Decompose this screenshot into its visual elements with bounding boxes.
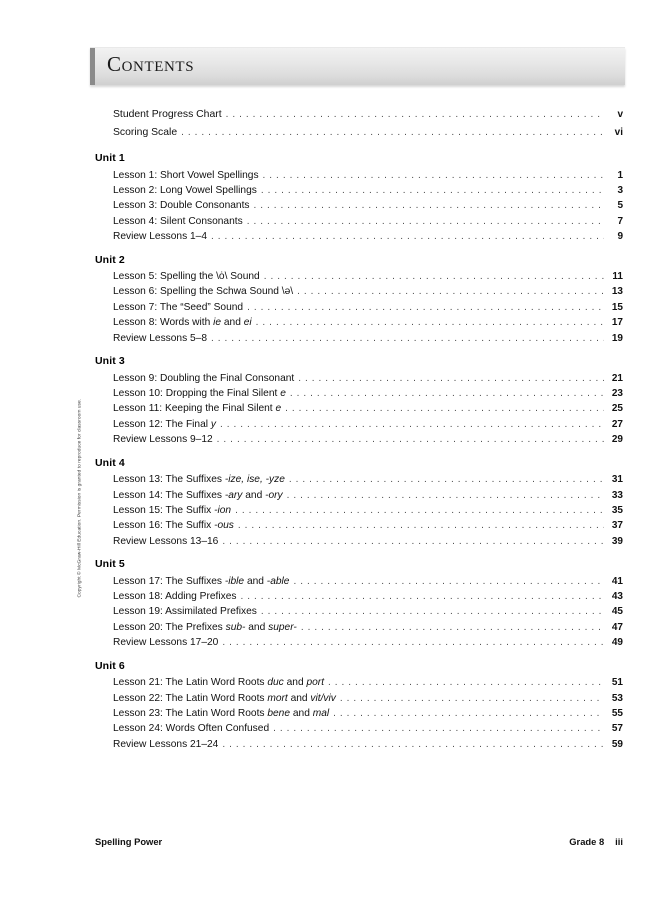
lesson-entry[interactable] [113,417,623,432]
lesson-list [95,574,623,651]
lesson-entry[interactable] [113,721,623,736]
toc-entry-label: Lesson 6: Spelling the Schwa Sound \ə\ [113,286,294,298]
toc-entry-label: Lesson 4: Silent Consonants [113,215,243,227]
lesson-entry[interactable] [113,168,623,183]
toc-page-number: 57 [611,723,623,735]
toc-page-number: 25 [611,403,623,415]
toc-page-number: 31 [611,474,623,486]
dot-leader [285,406,604,417]
toc-entry-label: Lesson 11: Keeping the Final Silent e [113,403,282,415]
toc-page-number: 35 [611,504,623,516]
toc-page-number: vi [614,127,623,138]
toc-entry-label: Lesson 12: The Final y [113,418,216,430]
toc-page-number: 27 [611,418,623,430]
dot-leader [220,421,604,432]
toc-entry-label: Lesson 10: Dropping the Final Silent e [113,387,286,399]
dot-leader [211,234,604,245]
lesson-list [95,168,623,245]
toc-page-number: 7 [617,215,623,227]
unit-heading: Unit 2 [95,253,125,266]
page-footer [95,836,623,847]
dot-leader [297,289,604,300]
lesson-list [95,269,623,346]
lesson-entry[interactable] [113,284,623,299]
toc-page-number: 33 [611,489,623,501]
dot-leader [293,578,604,589]
dot-leader [340,695,604,706]
toc-entry-label: Lesson 5: Spelling the \ȯ\ Sound [113,271,260,283]
toc-entry-label: Lesson 19: Assimilated Prefixes [113,606,257,618]
dot-leader [264,273,604,284]
dot-leader [301,624,604,635]
dot-leader [289,477,604,488]
dot-leader [254,203,605,214]
toc-page-number: 17 [611,317,623,329]
toc-entry-label: Lesson 15: The Suffix -ion [113,504,232,516]
lesson-entry[interactable] [113,198,623,213]
dot-leader [247,304,604,315]
toc-entry-label: Lesson 20: The Prefixes sub- and super- [113,621,297,633]
lesson-entry[interactable] [113,472,623,487]
lesson-entry[interactable] [113,574,623,589]
lesson-entry[interactable] [113,635,623,650]
toc-page-number: 5 [617,200,623,212]
lesson-list [95,472,623,549]
dot-leader [261,609,604,620]
toc-page-number: v [617,109,623,120]
toc-page-number: 29 [611,434,623,446]
toc-entry-label: Lesson 22: The Latin Word Roots mort and vit/viv [113,692,336,704]
dot-leader [181,131,604,142]
toc-page-number: 45 [611,606,623,618]
dot-leader [263,172,604,183]
toc-page-number: 1 [617,169,623,181]
toc-entry-label: Lesson 21: The Latin Word Roots duc and port [113,677,325,689]
unit-section [95,558,623,651]
lesson-entry[interactable] [113,620,623,635]
dot-leader [273,726,604,737]
lesson-entry[interactable] [113,386,623,401]
lesson-entry[interactable] [113,214,623,229]
toc-page-number: 13 [611,286,623,298]
dot-leader [287,492,604,503]
toc-page-number: 41 [611,575,623,587]
toc-entry-label: Review Lessons 1–4 [113,231,208,243]
toc-page-number: 19 [611,332,623,344]
lesson-entry[interactable] [113,691,623,706]
units-list [95,152,623,761]
toc-page-number: 23 [611,387,623,399]
footer-book-title: Spelling Power [95,836,163,847]
toc-page-number: 49 [611,637,623,649]
frontmatter-entry[interactable] [113,106,623,124]
unit-section [95,152,623,245]
toc-entry-label: Review Lessons 13–16 [113,535,219,547]
unit-heading: Unit 1 [95,152,125,164]
dot-leader [290,390,604,401]
dot-leader [261,187,604,198]
toc-page-number: 15 [611,301,623,313]
dot-leader [222,538,604,549]
toc-entry-label: Lesson 3: Double Consonants [113,200,250,212]
dot-leader [238,523,604,534]
footer-grade: Grade 8 [569,836,605,847]
unit-heading: Unit 6 [95,659,125,672]
lesson-entry[interactable] [113,401,623,416]
toc-entry-label: Lesson 23: The Latin Word Roots bene and mal [113,707,330,719]
toc-page-number: 3 [617,184,623,196]
lesson-list [95,675,623,752]
dot-leader [222,741,604,752]
toc-entry-label: Lesson 17: The Suffixes -ible and -able [113,575,290,587]
lesson-entry[interactable] [113,488,623,503]
lesson-entry[interactable] [113,518,623,533]
lesson-entry[interactable] [113,589,623,604]
dot-leader [222,640,604,651]
dot-leader [256,320,604,331]
unit-section [95,660,623,753]
toc-entry-label: Review Lessons 21–24 [113,738,219,750]
toc-page-number: 37 [611,520,623,532]
toc-entry-label: Lesson 7: The “Seed” Sound [113,301,244,313]
dot-leader [247,218,604,229]
toc-entry-label: Lesson 16: The Suffix -ous [113,520,234,532]
unit-heading: Unit 4 [95,456,125,469]
unit-heading: Unit 3 [95,355,125,368]
unit-section [95,355,623,448]
lesson-list [95,371,623,448]
dot-leader [333,710,604,721]
toc-page-number: 55 [611,707,623,719]
lesson-entry[interactable] [113,300,623,315]
toc-entry-label: Lesson 1: Short Vowel Spellings [113,169,259,181]
lesson-entry[interactable] [113,675,623,690]
dot-leader [240,593,604,604]
toc-entry-label: Student Progress Chart [113,109,222,120]
dot-leader [217,437,604,448]
dot-leader [298,375,604,386]
lesson-entry[interactable] [113,371,623,386]
toc-entry-label: Lesson 13: The Suffixes -ize, ise, -yze [113,474,285,486]
dot-leader [328,680,604,691]
toc-page-number: 47 [611,621,623,633]
toc-page-number: 43 [611,591,623,603]
header-accent-bar [90,48,95,85]
toc-entry-label: Lesson 9: Doubling the Final Consonant [113,372,295,384]
lesson-entry[interactable] [113,229,623,244]
toc-entry-label: Lesson 8: Words with ie and ei [113,317,252,329]
unit-heading: Unit 5 [95,558,125,571]
lesson-entry[interactable] [113,432,623,447]
toc-entry-label: Lesson 14: The Suffixes -ary and -ory [113,489,283,501]
toc-page-number: 51 [611,677,623,689]
footer-page-number: iii [615,836,623,847]
copyright-notice: Copyright © McGraw-Hill Education. Permission is granted to reproduce for classroom use. [77,398,83,598]
dot-leader [211,335,604,346]
lesson-entry[interactable] [113,315,623,330]
toc-entry-label: Lesson 2: Long Vowel Spellings [113,184,257,196]
unit-section [95,254,623,347]
lesson-entry[interactable] [113,331,623,346]
toc-page-number: 21 [611,372,623,384]
toc-entry-label: Scoring Scale [113,127,178,138]
footer-right-group [569,836,623,847]
toc-entry-label: Review Lessons 9–12 [113,434,213,446]
unit-section [95,457,623,550]
toc-page-number: 53 [611,692,623,704]
toc-page-number: 59 [611,738,623,750]
page-title: Contents [107,52,195,76]
toc-entry-label: Lesson 24: Words Often Confused [113,723,270,735]
lesson-entry[interactable] [113,503,623,518]
frontmatter-list [113,106,623,142]
toc-page-number: 11 [612,271,623,283]
lesson-entry[interactable] [113,737,623,752]
lesson-entry[interactable] [113,183,623,198]
toc-page-number: 39 [611,535,623,547]
lesson-entry[interactable] [113,269,623,284]
dot-leader [226,113,604,124]
toc-entry-label: Lesson 18: Adding Prefixes [113,591,237,603]
toc-page-number: 9 [617,231,623,243]
lesson-entry[interactable] [113,534,623,549]
frontmatter-entry[interactable] [113,124,623,142]
lesson-entry[interactable] [113,604,623,619]
contents-header-band [90,47,625,85]
toc-entry-label: Review Lessons 5–8 [113,332,208,344]
lesson-entry[interactable] [113,706,623,721]
toc-entry-label: Review Lessons 17–20 [113,637,219,649]
dot-leader [235,507,604,518]
